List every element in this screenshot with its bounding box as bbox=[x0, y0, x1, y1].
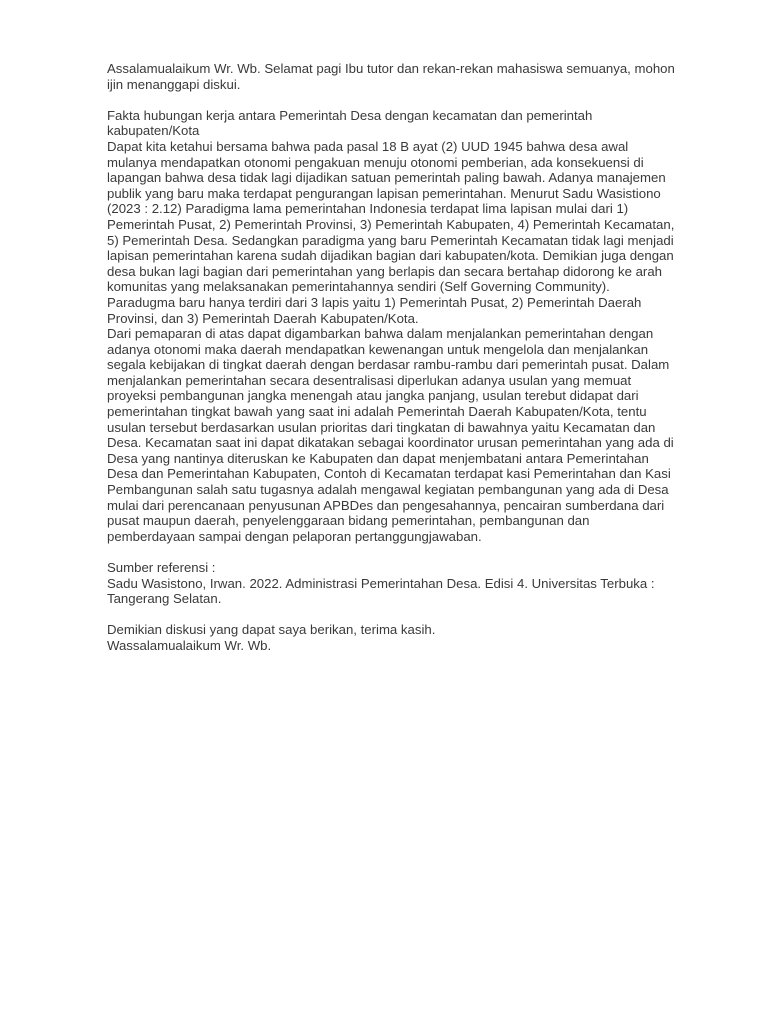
text-line: pemerintahan tingkat bawah yang saat ini adalah Pemerintah Daerah Kabupaten/Kota, tentu bbox=[107, 404, 647, 420]
body-paragraph bbox=[107, 108, 705, 545]
text-line: Assalamualaikum Wr. Wb. Selamat pagi Ibu tutor dan rekan-rekan mahasiswa semuanya, mohon bbox=[107, 61, 675, 76]
text-line: pemberdayaan sampai dengan pelaporan pertanggungjawaban. bbox=[107, 528, 482, 544]
text-line: usulan tersebut berdasarkan usulan prioritas dari tingkatan di bawahnya yaitu Kecamatan dan bbox=[107, 419, 656, 435]
paragraph-gap bbox=[107, 92, 705, 108]
text-line: Dapat kita ketahui bersama bahwa pada pasal 18 B ayat (2) UUD 1945 bahwa desa awal bbox=[107, 138, 629, 154]
text-line: lapangan bahwa desa tidak lagi dijadikan satuan pemerintah paling bawah. Adanya manajemen bbox=[107, 170, 666, 186]
text-line: pusat maupun daerah, penyelenggaraan bidang pemerintahan, pembangunan dan bbox=[107, 513, 590, 529]
text-line: Provinsi, dan 3) Pemerintah Daerah Kabupaten/Kota. bbox=[107, 310, 419, 326]
greeting-paragraph bbox=[107, 61, 705, 92]
text-line: desa bukan lagi bagian dari pemerintahan yang berlapis dan secara bertahap didorong ke arah bbox=[107, 263, 662, 279]
text-line: Pemerintah Pusat, 2) Pemerintah Provinsi, 3) Pemerintah Kabupaten, 4) Pemerintah Kecamatan, bbox=[107, 216, 675, 232]
text-line: kabupaten/Kota bbox=[107, 123, 200, 139]
text-line: Tangerang Selatan. bbox=[107, 591, 222, 607]
text-line: mulanya mendapatkan otonomi pengakuan menuju otonomi pemberian, ada konsekuensi di bbox=[107, 154, 644, 170]
closing-paragraph bbox=[107, 622, 705, 653]
text-line: Demikian diskusi yang dapat saya berikan, terima kasih. bbox=[107, 622, 436, 638]
text-line: menjalankan pemerintahan secara desentralisasi diperlukan adanya usulan yang memuat bbox=[107, 372, 632, 388]
text-line: Desa dan Pemerintahan Kabupaten, Contoh di Kecamatan terdapat kasi Pemerintahan dan Kasi bbox=[107, 466, 671, 482]
text-line: ijin menanggapi diskui. bbox=[107, 76, 241, 92]
text-line: 5) Pemerintah Desa. Sedangkan paradigma yang baru Pemerintah Kecamatan tidak lagi menjadi bbox=[107, 232, 674, 248]
paragraph-gap bbox=[107, 544, 705, 560]
text-line: proyeksi pembangunan jangka menengah atau jangka panjang, usulan terebut didapat dari bbox=[107, 388, 639, 404]
references-paragraph bbox=[107, 560, 705, 607]
text-line: adanya otonomi maka daerah mendapatkan kewenangan untuk mengelola dan menjalankan bbox=[107, 341, 649, 357]
text-line: publik yang baru maka terdapat pengurangan lapisan pemerintahan. Menurut Sadu Wasistiono bbox=[107, 185, 661, 201]
text-line: Dari pemaparan di atas dapat digambarkan bahwa dalam menjalankan pemerintahan dengan bbox=[107, 326, 654, 342]
text-line: komunitas yang melaksanakan pemerintahannya sendiri (Self Governing Community). bbox=[107, 279, 610, 295]
text-line: (2023 : 2.12) Paradigma lama pemerintahan Indonesia terdapat lima lapisan mulai dari 1) bbox=[107, 201, 629, 217]
text-line: Pembangunan salah satu tugasnya adalah mengawal kegiatan pembangunan yang ada di Desa bbox=[107, 482, 669, 498]
text-line: Paradugma baru hanya terdiri dari 3 lapis yaitu 1) Pemerintah Pusat, 2) Pemerintah Daerah bbox=[107, 294, 642, 310]
text-line: Desa. Kecamatan saat ini dapat dikatakan sebagai koordinator urusan pemerintahan yang ada di bbox=[107, 435, 674, 451]
document-page bbox=[107, 61, 705, 654]
text-line: lapisan pemerintahan karena sudah dijadikan bagian dari kabupaten/kota. Demikian juga dengan bbox=[107, 248, 674, 264]
text-line: segala kebijakan di tingkat daerah dengan berdasar rambu-rambu dari pemerintah pusat. Dalam bbox=[107, 357, 670, 373]
text-line: mulai dari perencanaan penyusunan APBDes dan pengesahannya, pencairan sumberdana dari bbox=[107, 497, 665, 513]
text-line: Sadu Wasistono, Irwan. 2022. Administrasi Pemerintahan Desa. Edisi 4. Universitas Terbuka : bbox=[107, 575, 655, 591]
text-line: Fakta hubungan kerja antara Pemerintah Desa dengan kecamatan dan pemerintah bbox=[107, 107, 593, 123]
text-line: Sumber referensi : bbox=[107, 560, 216, 575]
paragraph-gap bbox=[107, 607, 705, 623]
text-line: Desa yang nantinya diteruskan ke Kabupaten dan dapat menjembatani antara Pemerintahan bbox=[107, 450, 649, 466]
text-line: Wassalamualaikum Wr. Wb. bbox=[107, 637, 272, 653]
